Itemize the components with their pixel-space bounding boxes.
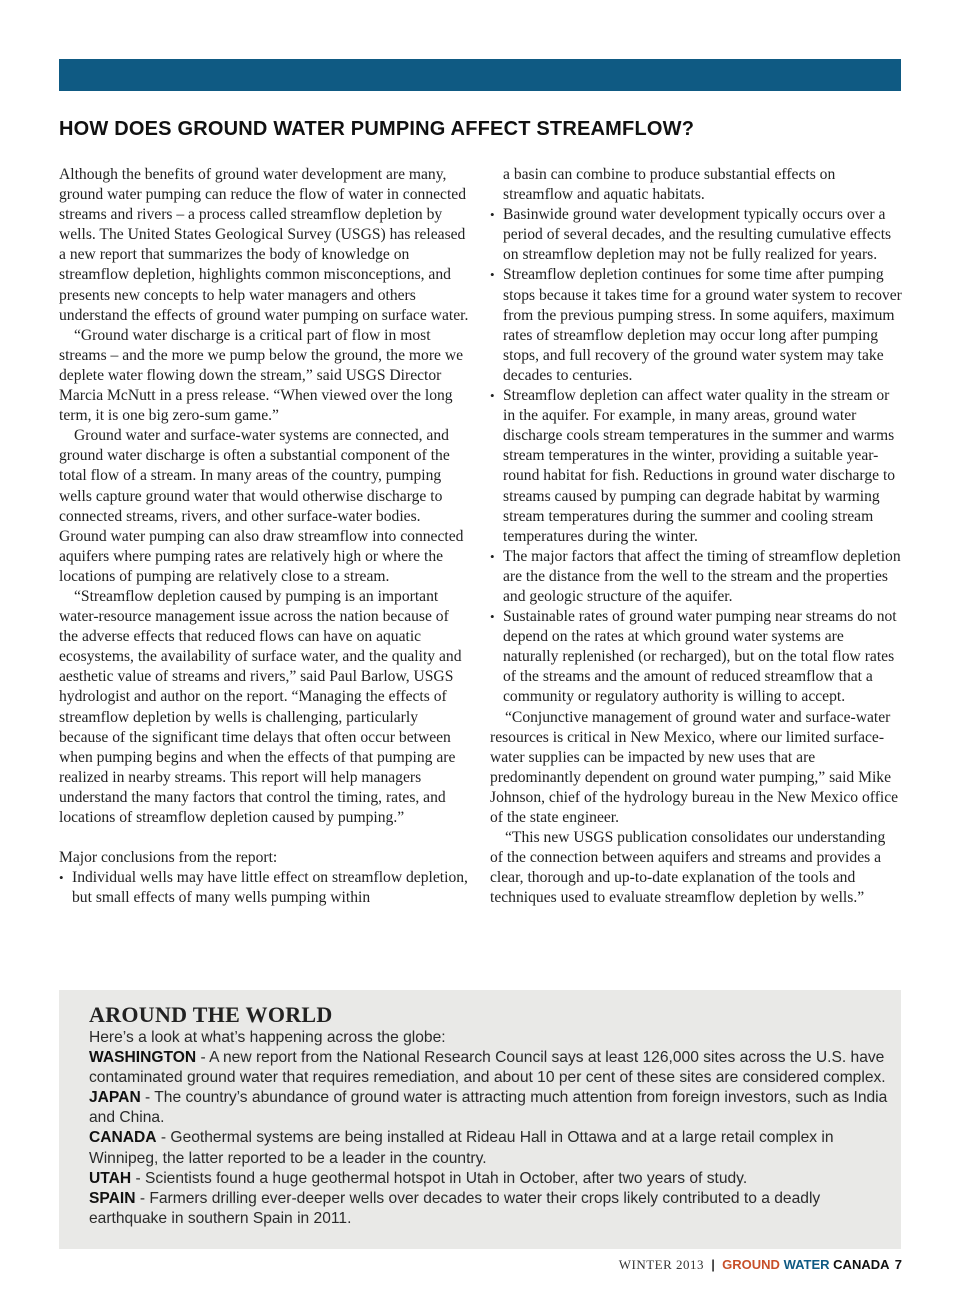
- article-paragraph: Ground water and surface-water systems are connected, and ground water discharge is often a substantial component of the total flow of a stream. In many areas of the country, pumping wells capture ground water that would otherwise discharge to connected streams, rivers, and other surface-water bodies. Ground water pumping can also draw streamflow into connected aquifers where pumping rates are relatively high or where the locations of pumping are relatively close to a stream.: [59, 427, 464, 585]
- publication-word-canada: CANADA: [833, 1257, 890, 1272]
- conclusions-list-continued: [490, 205, 902, 707]
- world-item-place: JAPAN: [89, 1089, 141, 1107]
- world-item-text: - The country’s abundance of ground water is attracting much attention from foreign investors, such as India and China.: [89, 1089, 888, 1127]
- world-item-place: UTAH: [89, 1169, 132, 1187]
- article-headline: HOW DOES GROUND WATER PUMPING AFFECT STREAMFLOW?: [59, 118, 695, 140]
- conclusions-intro: Major conclusions from the report:: [59, 849, 278, 867]
- around-the-world-box: [59, 990, 901, 1249]
- conclusion-item: • Streamflow depletion continues for some time after pumping stops because it takes time for a ground water system to recover from the previous pumping stress. In some aquifers, maximum rates of streamflow depletion may occur long after pumping stops, and full recovery of the ground water system may take decades to centuries.: [490, 265, 902, 386]
- footer-publication-name: [722, 1257, 889, 1272]
- header-color-bar: [59, 59, 901, 91]
- world-item-text: - Farmers drilling ever-deeper wells over decades to water their crops likely contributed to a deadly earthquake in southern Spain in 2011.: [89, 1189, 821, 1227]
- world-item-utah: [89, 1169, 889, 1189]
- conclusion-item: • Individual wells may have little effect on streamflow depletion, but small effects of many wells pumping within: [59, 868, 469, 908]
- world-item-washington: [89, 1048, 889, 1088]
- around-the-world-title: AROUND THE WORLD: [89, 1002, 333, 1027]
- world-item-place: WASHINGTON: [89, 1049, 197, 1067]
- footer-issue-date: WINTER 2013: [618, 1257, 705, 1272]
- world-item-text: - Scientists found a huge geothermal hotspot in Utah in October, after two years of study.: [131, 1169, 748, 1187]
- article-paragraph: “Conjunctive management of ground water and surface-water resources is critical in New Mexico, where our limited surface-water supplies can be impacted by new uses that are predominantly dependent on ground water pumping,” said Mike Johnson, chief of the hydrology bureau in the New Mexico office of the state engineer.: [490, 708, 899, 826]
- world-item-place: SPAIN: [89, 1189, 136, 1207]
- page-footer: [619, 1257, 902, 1273]
- conclusion-item: • Sustainable rates of ground water pumping near streams do not depend on the rates at which ground water systems are naturally replenished (or recharged), but on the total flow rates of the streams and the amount of reduced streamflow that a community or regulatory authority is willing to accept.: [490, 607, 902, 707]
- world-item-text: - Geothermal systems are being installed at Rideau Hall in Ottawa and at a large retail complex in Winnipeg, the latter reported to be a leader in the country.: [89, 1129, 834, 1167]
- world-item-japan: [89, 1088, 889, 1128]
- article-paragraph: “This new USGS publication consolidates our understanding of the connection between aquifers and streams and provides a clear, thorough and up-to-date explanation of the tools and techniques used to evaluate streamflow depletion by wells.”: [490, 829, 886, 907]
- article-paragraph: “Ground water discharge is a critical part of flow in most streams – and the more we pump below the ground, the more we deplete water flowing down the stream,” said USGS Director Marcia McNutt in a press release. “When viewed over the long term, it is one big zero-sum game.”: [59, 326, 464, 425]
- world-item-place: CANADA: [89, 1129, 157, 1147]
- publication-word-water: WATER: [783, 1257, 830, 1272]
- page-number: 7: [894, 1257, 902, 1272]
- conclusion-item: • The major factors that affect the timing of streamflow depletion are the distance from the well to the stream and the properties and geologic structure of the aquifer.: [490, 547, 902, 607]
- footer-separator: |: [711, 1257, 715, 1272]
- conclusion-item-continued: a basin can combine to produce substantial effects on streamflow and aquatic habitats.: [503, 166, 836, 204]
- publication-word-ground: GROUND: [722, 1257, 780, 1272]
- article-left-column: [59, 165, 469, 908]
- article-right-column: [490, 165, 902, 908]
- world-item-spain: [89, 1189, 889, 1229]
- article-paragraph: Although the benefits of ground water development are many, ground water pumping can reduce the flow of water in connected streams and rivers – a process called streamflow depletion by wells. The United States Geological Survey (USGS) has released a new report that summarizes the body of knowledge on streamflow depletion, highlights common misconceptions, and presents new concepts to help water managers and others understand the effects of ground water pumping on surface water.: [59, 166, 469, 324]
- world-item-canada: [89, 1128, 889, 1168]
- paragraph-spacer: [59, 828, 469, 848]
- around-the-world-intro: Here’s a look at what’s happening across the globe:: [89, 1029, 446, 1046]
- around-the-world-content: [89, 1002, 889, 1229]
- conclusion-item: • Basinwide ground water development typically occurs over a period of several decades, and the resulting cumulative effects on streamflow depletion may not be fully realized for years.: [490, 205, 902, 265]
- conclusions-list: [59, 868, 469, 908]
- conclusion-item: • Streamflow depletion can affect water quality in the stream or in the aquifer. For example, in many areas, ground water discharge cools stream temperatures in the summer and warms stream temperatures in the winter, providing a suitable year-round habitat for fish. Reductions in ground water discharge to streams caused by pumping can degrade habitat by warming stream temperatures during the summer and cooling stream temperatures during the winter.: [490, 386, 902, 547]
- article-paragraph: “Streamflow depletion caused by pumping is an important water-resource management issue across the nation because of the adverse effects that reduced flows can have on aquatic ecosystems, the availability of surface water, and the quality and aesthetic value of streams and rivers,” said Paul Barlow, USGS hydrologist and author on the report. “Managing the effects of streamflow depletion by wells is challenging, particularly because of the significant time delays that often occur between when pumping begins and when the effects of that pumping are realized in nearby streams. This report will help managers understand the many factors that control the timing, rates, and locations of streamflow depletion caused by pumping.”: [59, 587, 462, 826]
- world-item-text: - A new report from the National Research Council says at least 126,000 sites across the U.S. have contaminated ground water that requires remediation, and about 10 per cent of these sites are considered complex.: [89, 1049, 886, 1087]
